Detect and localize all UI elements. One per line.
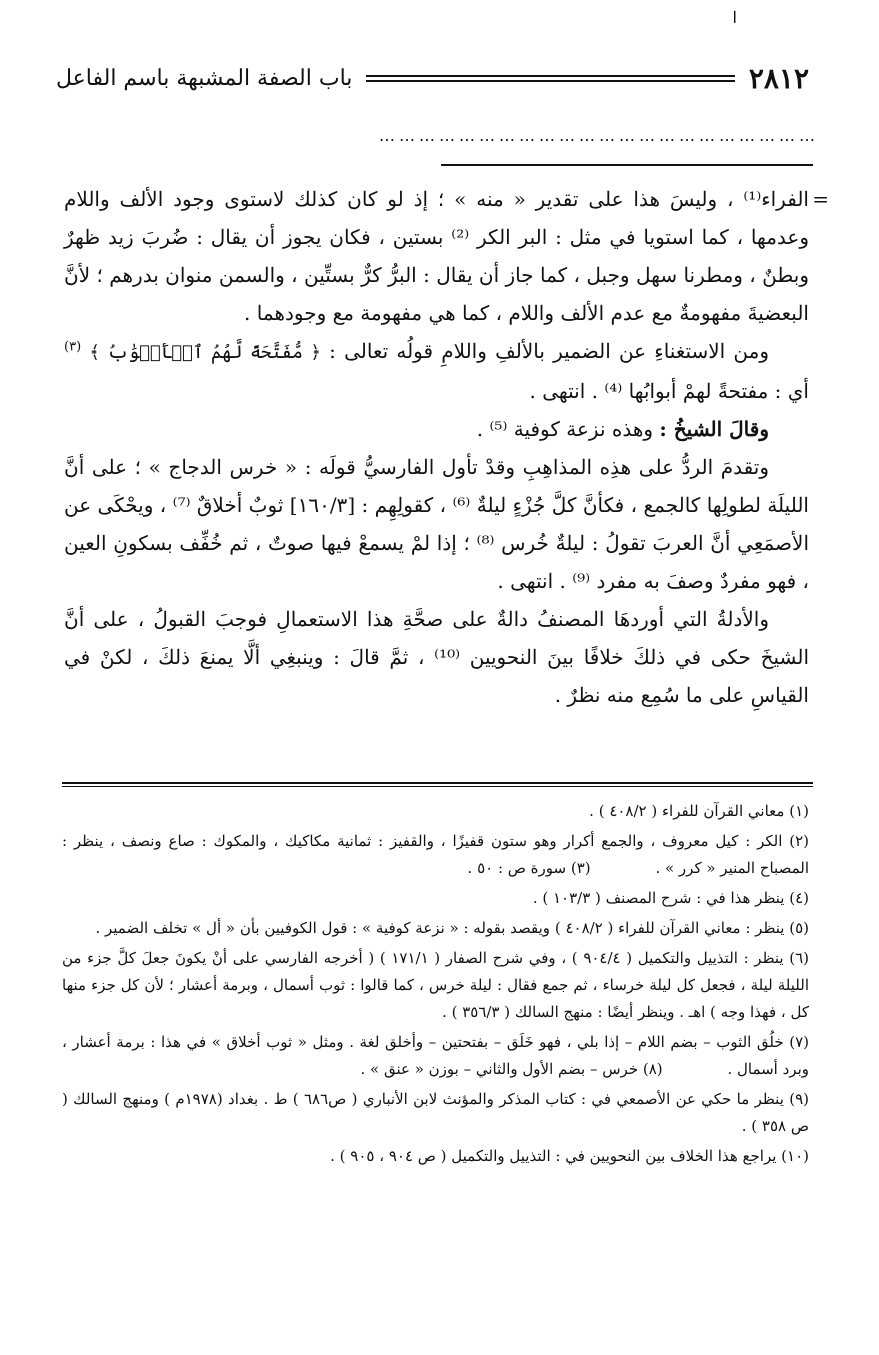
footnote-7-line bbox=[62, 1029, 809, 1083]
footnote-9: (٩) ينظر ما حكي عن الأصمعي في : كتاب المذكر والمؤنث لابن الأنباري ( ص٦٨٦ ) ط . بغداد (١٩٧٨م ) ومنهج السالك ( ص ٣٥٨ ) . bbox=[62, 1090, 809, 1135]
footnote-10: (١٠) يراجع هذا الخلاف بين النحويين في : التذييل والتكميل ( ص ٩٠٤ ، ٩٠٥ ) . bbox=[330, 1147, 809, 1165]
footnote-7: (٧) خلُق الثوب – بضم اللام – إذا بلي ، فهو خَلَق – بفتحتين – وأخلق لغة . ومثل « ثوب أخلاق » في هذا : برمة أعشار ، وبرد أسمال . bbox=[62, 1033, 809, 1078]
paragraph-4 bbox=[64, 448, 809, 600]
main-text bbox=[64, 180, 829, 714]
paragraph-2 bbox=[64, 332, 809, 410]
footnote-ref-3: (٣) bbox=[64, 339, 82, 355]
quran-verse: ﴿ مُّفَتَّحَةً لَّهُمُ ٱلۡأَبۡوَٰبُ ﴾ bbox=[89, 342, 321, 363]
footnote-4: (٤) ينظر هذا في : شرح المصنف ( ١٠٣/٣ ) . bbox=[532, 889, 809, 907]
footnote-separator bbox=[62, 782, 813, 787]
footnotes bbox=[62, 798, 809, 1173]
paragraph-5-text: والأدلةُ التي أوردهَا المصنفُ دالةٌ على صحَّةِ هذا الاستعمالِ فوجبَ القبولُ ، على أنَّ الشيخَ حكى في ذلكَ خلافًا بينَ النحويين ⁽¹⁰⁾ ، ثمَّ قالَ : وينبغِي ألَّا يمنعَ ذلكَ ، لكنْ في القياسِ على ما سُمِع منه نظرٌ . bbox=[64, 607, 810, 707]
page-header bbox=[56, 58, 809, 98]
speaker-label: وقالَ الشيخُ : bbox=[659, 417, 769, 441]
footnote-2: (٢) الكر : كيل معروف ، والجمع أكرار وهو ستون قفيزًا ، والقفيز : ثمانية مكاكيك ، والمكوك : صاع ونصف ، ينظر : المصباح المنير « كرر » . bbox=[62, 832, 809, 877]
footnote-5: (٥) ينظر : معاني القرآن للفراء ( ٤٠٨/٢ ) ويقصد بقوله : « نزعة كوفية » : قول الكوفيين بأن « أل » تخلف الضمير . bbox=[95, 919, 809, 937]
corner-mark: ا bbox=[732, 8, 737, 27]
page-number: ٢٨١٢ bbox=[748, 61, 809, 95]
dotted-separator: ………………………………………………………… bbox=[379, 130, 819, 142]
paragraph-3-text: وهذه نزعة كوفية ⁽⁵⁾ . bbox=[476, 417, 660, 441]
paragraph-1-text: الفراء⁽¹⁾ ، وليسَ هذا على تقدير « منه » ؛ إذ لو كان كذلك لاستوى وجود الألف واللام وعدمها ، كما استويا في مثل : البر الكر ⁽²⁾ بستين ، فكان يجوز أن يقال : ضُربَ زيد ظهرٌ وبطنٌ ، ومطرنا سهل وجبل ، كما جاز أن يقال : البرُّ كرٌّ بستِّين ، والسمن منوان بدرهم ؛ لأنَّ البعضيةَ مفهومةٌ مع عدم الألف واللام ، كما هي مفهومة مع وجودهما . bbox=[64, 187, 809, 325]
footnote-6: (٦) ينظر : التذييل والتكميل ( ٩٠٤/٤ ) ، وفي شرح الصفار ( ١٧١/١ ) ( أخرجه الفارسي على أنْ يكونَ جعلَ كلَّ جزء من الليلة ليلة ، فجعل كل ليلة خرساء ، ثم جمع فقال : ليلة خرس ، كما قالوا : ثوب أسمال ، وبرمة أعشار ؛ لأن كل جزء منها كل ، فهذا وجه ) اهـ . وينظر أيضًا : منهج السالك ( ٣٥٦/٣ ) . bbox=[62, 949, 809, 1021]
paragraph-2-rest: أي : مفتحةً لهمْ أبوابُها ⁽⁴⁾ . انتهى . bbox=[529, 379, 809, 403]
paragraph-1 bbox=[64, 180, 829, 332]
continuation-mark: = bbox=[812, 187, 829, 211]
paragraph-3 bbox=[64, 410, 809, 448]
footnote-2-line bbox=[62, 828, 809, 882]
running-title: باب الصفة المشبهة باسم الفاعل bbox=[56, 65, 353, 91]
footnote-1: (١) معاني القرآن للفراء ( ٤٠٨/٢ ) . bbox=[589, 802, 809, 820]
footnote-8: (٨) خرس – بضم الأول والثاني – بوزن « عنق » . bbox=[360, 1060, 663, 1078]
separator-rule bbox=[441, 164, 813, 166]
header-rule bbox=[366, 75, 734, 82]
footnote-3: (٣) سورة ص : ٥٠ . bbox=[467, 859, 591, 877]
paragraph-5 bbox=[64, 600, 809, 714]
paragraph-2-intro: ومن الاستغناءِ عن الضمير بالألفِ واللامِ قولُه تعالى : bbox=[320, 339, 770, 363]
paragraph-4-text: وتقدمَ الردُّ على هذِه المذاهِبِ وقدْ تأول الفارسيُّ قولَه : « خرس الدجاج » ؛ على أنَّ الليلَة لطولِها كالجمع ، فكأنَّ كلَّ جُزْءٍ ليلةٌ ⁽⁶⁾ ، كقولِهِم : [١٦٠/٣] ثوبٌ أخلاقٌ ⁽⁷⁾ ، ويحْكَى عن الأصمَعِي أنَّ العربَ تقولُ : ليلةٌ خُرس ⁽⁸⁾ ؛ إذا لمْ يسمعْ فيها صوتٌ ، ثم خُفِّف بسكونِ العين ، فهو مفردٌ وصفَ به مفرد ⁽⁹⁾ . انتهى . bbox=[64, 455, 809, 593]
